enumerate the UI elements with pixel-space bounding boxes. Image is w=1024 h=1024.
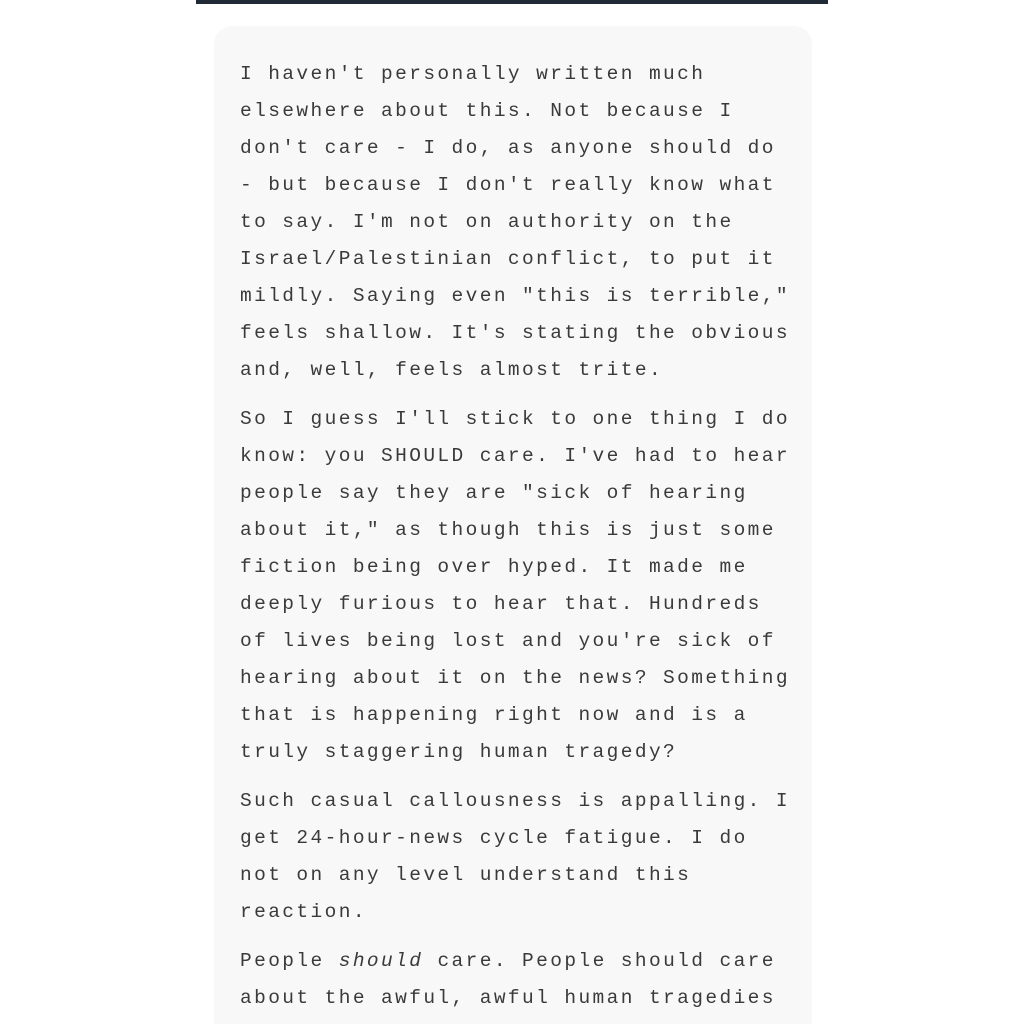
emphasis-text: should (338, 950, 424, 972)
text-line: fiction being over hyped. It made me (240, 556, 748, 578)
text-segment: care. People should care (423, 950, 776, 972)
top-bar (196, 0, 828, 4)
text-line: Israel/Palestinian conflict, to put it (240, 248, 776, 270)
text-line: know: you SHOULD care. I've had to hear (240, 445, 790, 467)
text-line: don't care - I do, as anyone should do (240, 137, 776, 159)
text-line: people say they are "sick of hearing (240, 482, 748, 504)
text-line: elsewhere about this. Not because I (240, 100, 734, 122)
text-line: feels shallow. It's stating the obvious (240, 322, 790, 344)
paragraph-3 (240, 783, 800, 931)
text-line: to say. I'm not on authority on the (240, 211, 734, 233)
text-line: about it," as though this is just some (240, 519, 776, 541)
text-line: of lives being lost and you're sick of (240, 630, 776, 652)
text-line: - but because I don't really know what (240, 174, 776, 196)
text-line: about the awful, awful human tragedies (240, 987, 776, 1009)
text-line: reaction. (240, 901, 367, 923)
paragraph-4 (240, 943, 800, 1017)
text-line: and, well, feels almost trite. (240, 359, 664, 381)
text-line: truly staggering human tragedy? (240, 741, 678, 763)
text-line: hearing about it on the news? Something (240, 667, 790, 689)
text-line: not on any level understand this (240, 864, 692, 886)
text-line: deeply furious to hear that. Hundreds (240, 593, 762, 615)
post-body (240, 56, 800, 1024)
paragraph-2 (240, 401, 800, 771)
text-line: get 24-hour-news cycle fatigue. I do (240, 827, 748, 849)
text-line: So I guess I'll stick to one thing I do (240, 408, 790, 430)
text-line (240, 943, 800, 980)
text-line: mildly. Saying even "this is terrible," (240, 285, 790, 307)
text-line: that is happening right now and is a (240, 704, 748, 726)
text-line: Such casual callousness is appalling. I (240, 790, 790, 812)
text-line: I haven't personally written much (240, 63, 706, 85)
text-segment: People (240, 950, 339, 972)
paragraph-1 (240, 56, 800, 389)
